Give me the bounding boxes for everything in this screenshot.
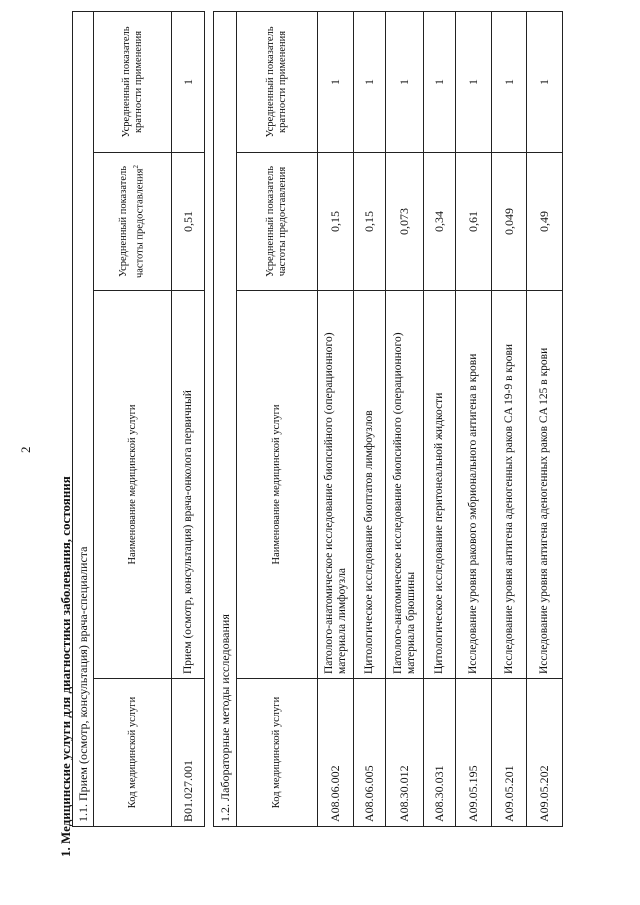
frequency-value: 0,34 [424, 153, 456, 291]
table-caption: 1.2. Лабораторные методы исследования [214, 11, 237, 826]
table-row [456, 11, 492, 826]
service-code: A09.05.201 [492, 679, 527, 827]
footnote-mark: 2 [132, 165, 141, 169]
service-name: Исследование уровня антигена аденогенных раков CA 19-9 в крови [492, 291, 527, 679]
multiplicity-value: 1 [318, 11, 354, 152]
multiplicity-value: 1 [386, 11, 424, 152]
multiplicity-value: 1 [424, 11, 456, 152]
frequency-value: 0,61 [456, 153, 492, 291]
page-number: 2 [18, 446, 33, 453]
table-header-row [237, 11, 318, 826]
header-frequency-text: Усредненный показатель частоты предоставления [118, 165, 146, 279]
header-name: Наименование медицинской услуги [94, 291, 172, 679]
service-name: Исследование уровня ракового эмбрионального антигена в крови [456, 291, 492, 679]
frequency-value: 0,49 [527, 153, 563, 291]
service-name: Прием (осмотр, консультация) врача-онколога первичный [172, 291, 205, 679]
header-code: Код медицинской услуги [237, 679, 318, 827]
header-multiplicity: Усредненный показатель кратности применения [94, 12, 172, 153]
table-lab-methods [213, 11, 563, 827]
table-row [386, 11, 424, 826]
frequency-value: 0,51 [172, 153, 205, 291]
header-frequency: Усредненный показатель частоты предоставления [237, 153, 318, 291]
service-name: Патолого-анатомическое исследование биопсийного (операционного) материала брюшины [386, 291, 424, 679]
frequency-value: 0,15 [354, 153, 386, 291]
multiplicity-value: 1 [354, 11, 386, 152]
table-row [318, 11, 354, 826]
frequency-value: 0,073 [386, 153, 424, 291]
service-name: Цитологическое исследование перитонеальной жидкости [424, 291, 456, 679]
table-caption-row [214, 11, 237, 826]
frequency-value: 0,15 [318, 153, 354, 291]
service-code: B01.027.001 [172, 679, 205, 827]
table-caption: 1.1. Прием (осмотр, консультация) врача-специалиста [73, 12, 94, 827]
frequency-value: 0,049 [492, 153, 527, 291]
table-consultations [72, 11, 205, 827]
table-row [527, 11, 563, 826]
service-code: A09.05.195 [456, 679, 492, 827]
table-row [354, 11, 386, 826]
service-code: A08.30.012 [386, 679, 424, 827]
table-row [492, 11, 527, 826]
service-code: A08.06.005 [354, 679, 386, 827]
header-multiplicity: Усредненный показатель кратности применения [237, 11, 318, 152]
service-code: A08.06.002 [318, 679, 354, 827]
service-name: Патолого-анатомическое исследование биопсийного (операционного) материала лимфоузла [318, 291, 354, 679]
service-code: A08.30.031 [424, 679, 456, 827]
table-row [424, 11, 456, 826]
multiplicity-value: 1 [172, 12, 205, 153]
multiplicity-value: 1 [456, 11, 492, 152]
section-title: 1. Медицинские услуги для диагностики заболевания, состояния [58, 476, 73, 857]
multiplicity-value: 1 [527, 11, 563, 152]
table-header-row [94, 12, 172, 827]
header-frequency [94, 153, 172, 291]
service-name: Исследование уровня антигена аденогенных раков CA 125 в крови [527, 291, 563, 679]
table-row [172, 12, 205, 827]
header-name: Наименование медицинской услуги [237, 291, 318, 679]
multiplicity-value: 1 [492, 11, 527, 152]
service-code: A09.05.202 [527, 679, 563, 827]
table-caption-row [73, 12, 94, 827]
header-code: Код медицинской услуги [94, 679, 172, 827]
service-name: Цитологическое исследование биоптатов лимфоузлов [354, 291, 386, 679]
